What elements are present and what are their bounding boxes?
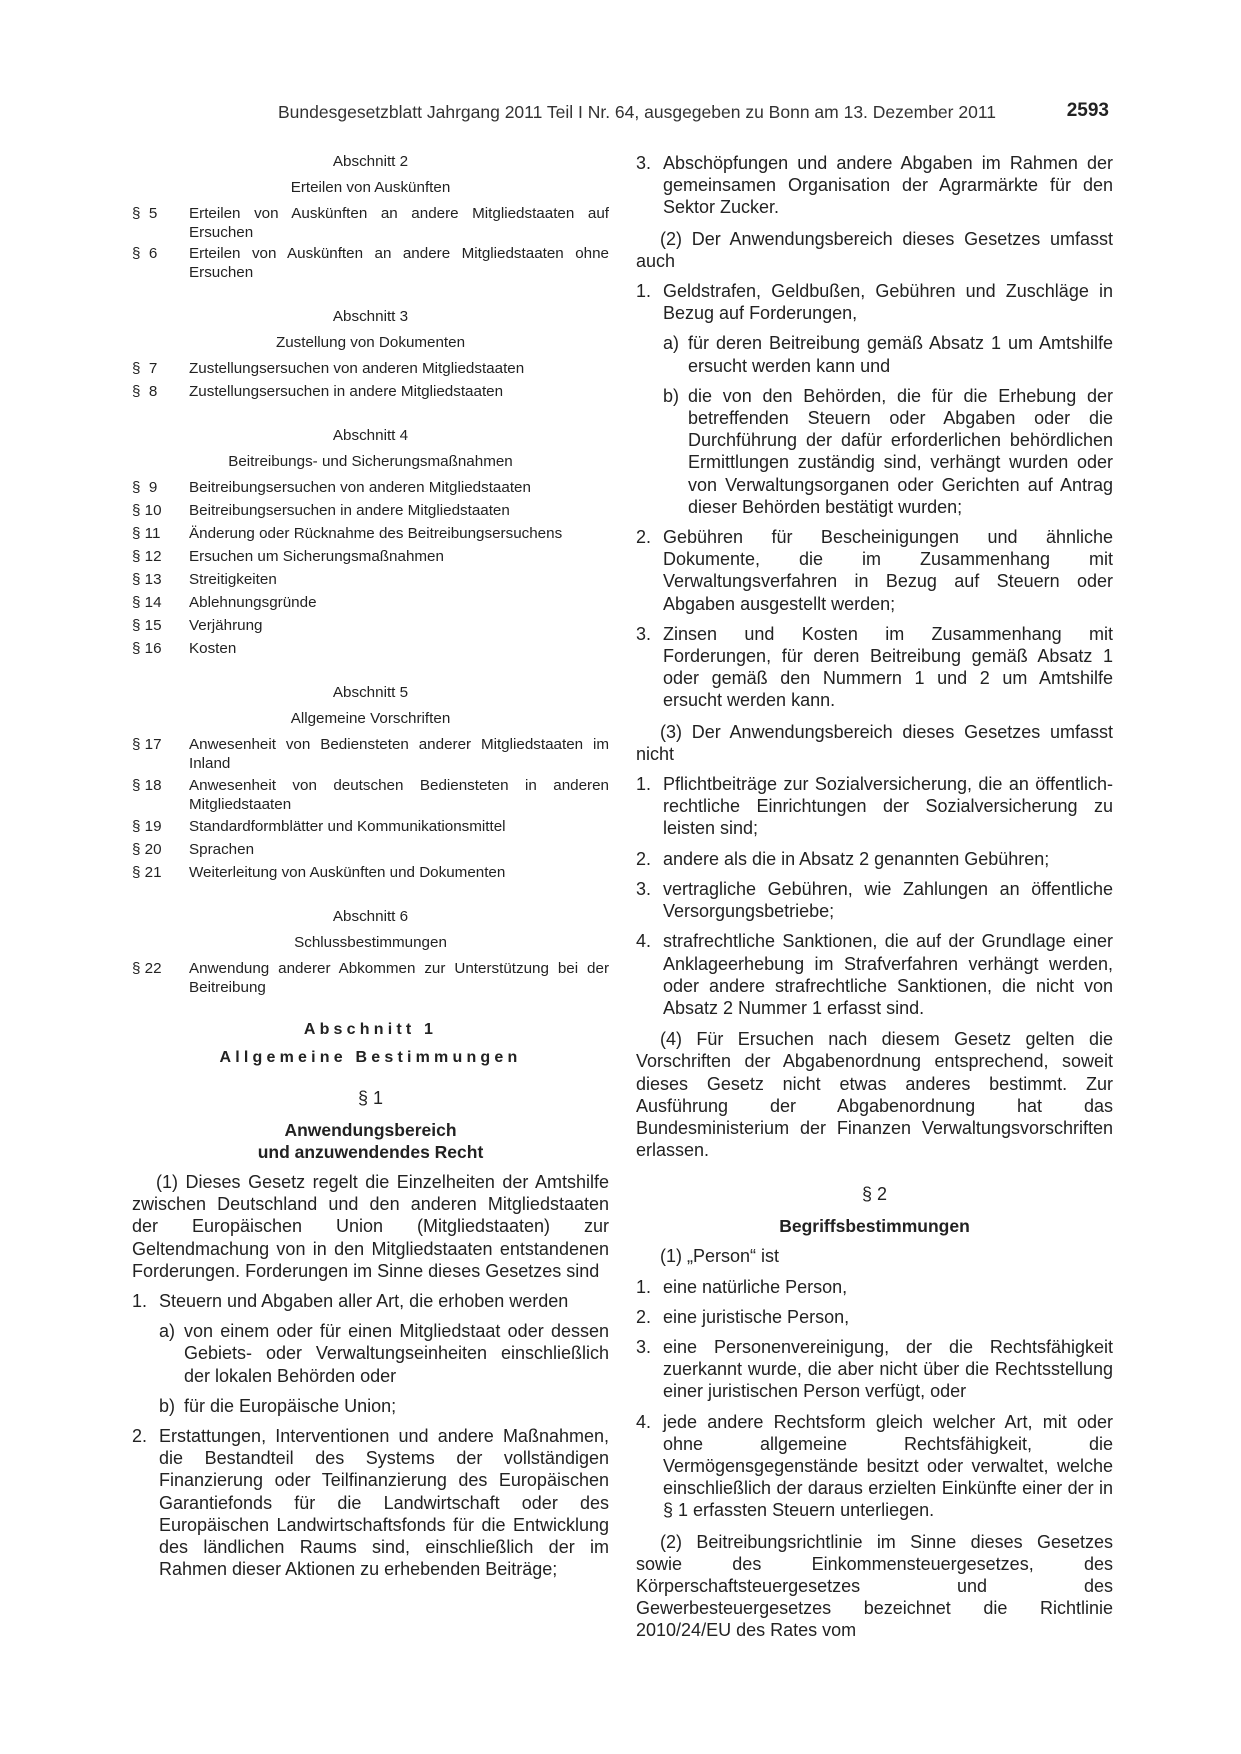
- toc-subheading: Beitreibungs- und Sicherungsmaßnahmen: [228, 453, 513, 470]
- left-column: [132, 152, 609, 1580]
- page-number: 2593: [1066, 100, 1109, 121]
- toc-entry: § 19 Standardformblätter und Kommunikationsmittel: [132, 818, 506, 835]
- toc-heading: Abschnitt 4: [332, 427, 409, 444]
- list-item: 3. Zinsen und Kosten im Zusammenhang mit Forderungen, für deren Beitreibung gemäß Absatz 1 oder gemäß den Nummern 1 und 2 um Amtshilfe ersucht werden kann.: [636, 623, 1113, 711]
- toc-entry: § 20 Sprachen: [132, 841, 255, 858]
- toc-section: [132, 307, 609, 401]
- toc-subheading: Schlussbestimmungen: [294, 934, 447, 951]
- list-item: 3. eine Personenvereinigung, der die Rechtsfähigkeit zuerkannt wurde, die aber nicht über die Rechtsstellung einer juristischen Person verfügt, oder: [636, 1336, 1113, 1402]
- paragraph-text: (2) Beitreibungsrichtlinie im Sinne dieses Gesetzes sowie des Einkommensteuergesetzes, des Körperschaftsteuergesetzes und des Gewerbesteuergesetzes bezeichnet die Richtlinie 2010/24/EU des Rates vom: [636, 1531, 1113, 1641]
- list-item: 2. andere als die in Absatz 2 genannten Gebühren;: [636, 848, 1050, 869]
- toc-entry: § 22 Anwendung anderer Abkommen zur Unterstützung bei der Beitreibung: [132, 960, 609, 996]
- toc-entry: § 16 Kosten: [132, 640, 237, 657]
- toc-heading: Abschnitt 2: [332, 153, 409, 170]
- toc-subheading: Allgemeine Vorschriften: [290, 710, 451, 727]
- toc-entry: § 15 Verjährung: [132, 617, 263, 634]
- sub-list-item: b) die von den Behörden, die für die Erhebung der betreffenden Steuern oder Abgaben oder die Durchführung der dafür erforderlichen behördlichen Ermittlungen zuständig sind, verhängt wurden oder von Verwaltungsorganen oder Gerichten auf Antrag dieser Behörden bestätigt wurden;: [663, 385, 1113, 517]
- list-item: 1. Geldstrafen, Geldbußen, Gebühren und Zuschläge in Bezug auf Forderungen,: [636, 281, 1113, 324]
- list-item: 1. eine natürliche Person,: [636, 1276, 848, 1297]
- list-item: 2. eine juristische Person,: [636, 1306, 850, 1327]
- paragraph-title: und anzuwendendes Recht: [257, 1142, 484, 1162]
- paragraph-title: Anwendungsbereich: [284, 1120, 457, 1140]
- toc-entry: § 21 Weiterleitung von Auskünften und Dokumenten: [132, 864, 506, 881]
- paragraph-sign: § 1: [357, 1088, 384, 1108]
- list-item: 4. jede andere Rechtsform gleich welcher Art, mit oder ohne allgemeine Rechtsfähigkeit, die Vermögensgegenstände besitzt oder verwaltet, welche einschließlich der daraus erzielten Einkünfte einer der in § 1 erfassten Steuern unterliegen.: [636, 1411, 1113, 1521]
- toc-entry: § 13 Streitigkeiten: [132, 571, 277, 588]
- toc-entry: § 7 Zustellungsersuchen von anderen Mitgliedstaaten: [132, 360, 525, 377]
- paragraph-title: Begriffsbestimmungen: [779, 1216, 970, 1237]
- toc-section: [132, 683, 609, 882]
- paragraph-text: (3) Der Anwendungsbereich dieses Gesetzes umfasst nicht: [636, 721, 1113, 764]
- toc-entry: § 10 Beitreibungsersuchen in andere Mitgliedstaaten: [132, 502, 510, 519]
- section-title: Allgemeine Bestimmungen: [219, 1049, 522, 1066]
- list-item: 4. strafrechtliche Sanktionen, die auf der Grundlage einer Anklageerhebung im Strafverfahren verhängt werden, oder andere strafrechtliche Sanktionen, die nicht von Absatz 2 Nummer 1 erfasst sind.: [636, 931, 1113, 1018]
- toc-section: [132, 907, 609, 997]
- list-item: 1. Pflichtbeiträge zur Sozialversicherung, die an öffentlich-rechtliche Einrichtungen der Sozialversicherung zu leisten sind;: [636, 774, 1113, 839]
- toc-heading: Abschnitt 3: [332, 308, 409, 325]
- running-header: [0, 102, 1241, 126]
- paragraph-text: (1) Dieses Gesetz regelt die Einzelheiten der Amtshilfe zwischen Deutschland und den anderen Mitgliedstaaten der Europäischen Union (Mitgliedstaaten) zur Geltendmachung von in den Mitgliedstaaten entstandenen Forderungen. Forderungen im Sinne dieses Gesetzes sind: [132, 1172, 609, 1281]
- sub-list-item: b) für die Europäische Union;: [159, 1395, 397, 1416]
- toc-entry: § 14 Ablehnungsgründe: [132, 594, 317, 611]
- list-item: 1. Steuern und Abgaben aller Art, die erhoben werden: [132, 1291, 569, 1312]
- toc-entry: § 6 Erteilen von Auskünften an andere Mitgliedstaaten ohne Ersuchen: [132, 245, 609, 281]
- toc-entry: § 17 Anwesenheit von Bediensteten anderer Mitgliedstaaten im Inland: [132, 736, 609, 772]
- toc-subheading: Zustellung von Dokumenten: [275, 334, 466, 351]
- sub-list-item: a) von einem oder für einen Mitgliedstaat oder dessen Gebiets- oder Verwaltungseinheiten einschließlich der lokalen Behörden oder: [159, 1321, 609, 1386]
- toc-heading: Abschnitt 5: [332, 684, 409, 701]
- toc-heading: Abschnitt 6: [332, 908, 409, 925]
- section-number: Abschnitt 1: [303, 1021, 438, 1038]
- section-heading: [132, 1019, 609, 1069]
- list-item: 3. Abschöpfungen und andere Abgaben im Rahmen der gemeinsamen Organisation der Agrarmärkte für den Sektor Zucker.: [636, 153, 1113, 218]
- paragraph-text: (2) Der Anwendungsbereich dieses Gesetzes umfasst auch: [636, 228, 1113, 271]
- toc-entry: § 12 Ersuchen um Sicherungsmaßnahmen: [132, 548, 444, 565]
- toc-section: [132, 426, 609, 658]
- list-item: 2. Gebühren für Bescheinigungen und ähnliche Dokumente, die im Zusammenhang mit Verwaltungsverfahren in Bezug auf Steuern oder Abgaben ausgestellt werden;: [636, 527, 1113, 614]
- toc-subheading: Erteilen von Auskünften: [290, 179, 451, 196]
- paragraph-text: (1) „Person“ ist: [660, 1246, 780, 1267]
- paragraph-text: (4) Für Ersuchen nach diesem Gesetz gelten die Vorschriften der Abgabenordnung entsprechend, soweit dieses Gesetz nicht etwas anderes bestimmt. Zur Ausführung der Abgabenordnung hat das Bundesministerium der Finanzen Verwaltungsvorschriften erlassen.: [636, 1029, 1113, 1161]
- toc-entry: § 11 Änderung oder Rücknahme des Beitreibungsersuchens: [132, 525, 563, 542]
- right-column: [636, 152, 1113, 1642]
- paragraph-sign: § 2: [861, 1184, 888, 1205]
- toc-entry: § 18 Anwesenheit von deutschen Bediensteten in anderen Mitgliedstaaten: [132, 777, 609, 813]
- toc-entry: § 5 Erteilen von Auskünften an andere Mitgliedstaaten auf Ersuchen: [132, 205, 609, 241]
- sub-list-item: a) für deren Beitreibung gemäß Absatz 1 um Amtshilfe ersucht werden kann und: [663, 333, 1113, 376]
- header-text: Bundesgesetzblatt Jahrgang 2011 Teil I Nr. 64, ausgegeben zu Bonn am 13. Dezember 2011: [278, 102, 996, 122]
- list-item: 3. vertragliche Gebühren, wie Zahlungen an öffentliche Versorgungsbetriebe;: [636, 878, 1113, 922]
- list-item: 2. Erstattungen, Interventionen und andere Maßnahmen, die Bestandteil des Systems der vollständigen Finanzierung oder Teilfinanzierung des Europäischen Garantiefonds für die Landwirtschaft oder des Europäischen Landwirtschaftsfonds für die Entwicklung des ländlichen Raums sind, einschließlich der im Rahmen dieser Aktionen zu erhebenden Beiträge;: [132, 1426, 609, 1580]
- toc-entry: § 9 Beitreibungsersuchen von anderen Mitgliedstaaten: [132, 479, 531, 496]
- toc-entry: § 8 Zustellungsersuchen in andere Mitgliedstaaten: [132, 383, 504, 400]
- toc-section: [132, 152, 609, 282]
